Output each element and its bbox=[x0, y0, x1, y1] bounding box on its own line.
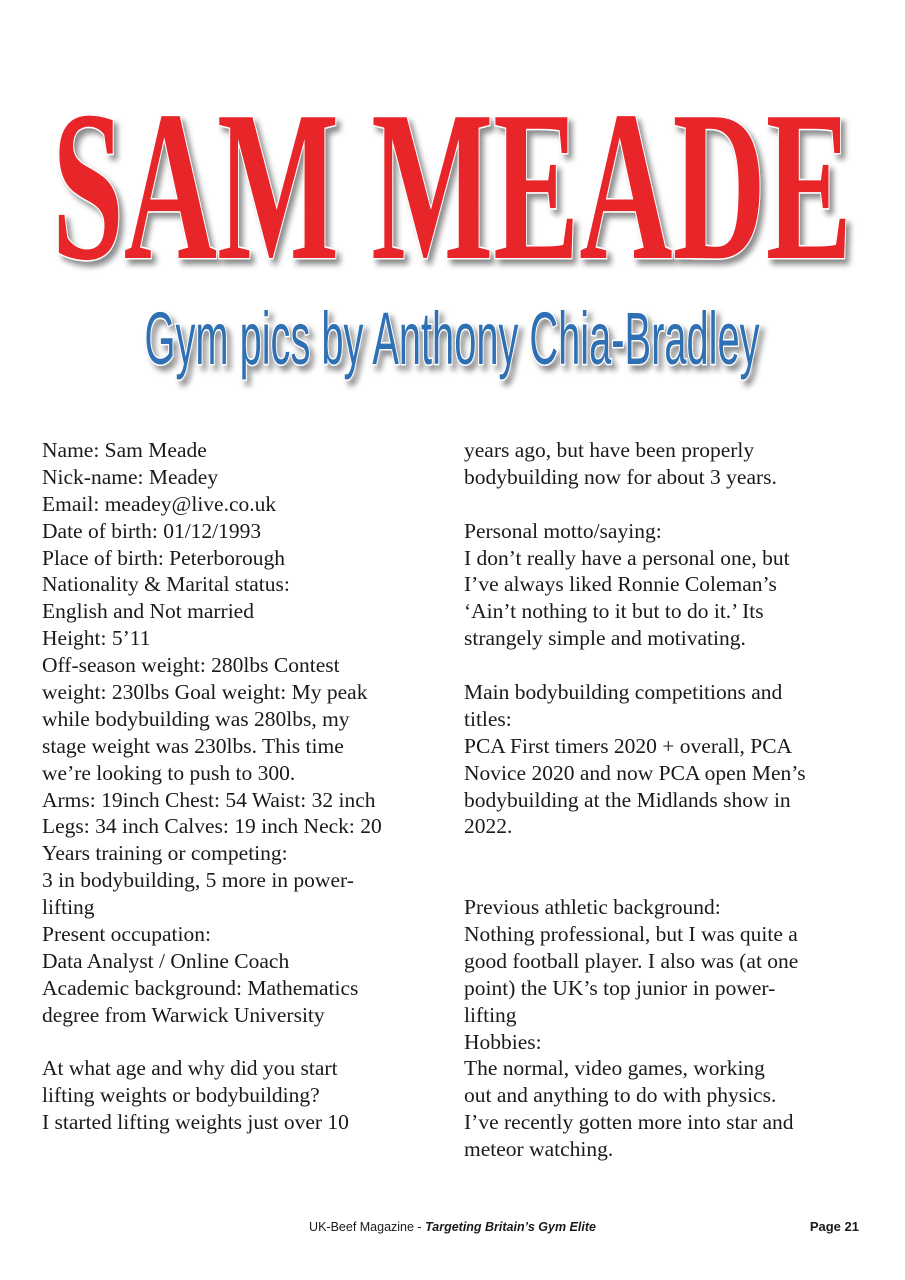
text-line: At what age and why did you start bbox=[42, 1056, 338, 1081]
text-line: meteor watching. bbox=[464, 1137, 614, 1162]
text-line: while bodybuilding was 280lbs, my bbox=[42, 706, 350, 731]
text-line: bodybuilding at the Midlands show in bbox=[464, 787, 791, 812]
text-line: The normal, video games, working bbox=[464, 1056, 765, 1081]
text-line: ‘Ain’t nothing to it but to do it.’ Its bbox=[464, 599, 764, 624]
text-line: Name: Sam Meade bbox=[42, 438, 207, 462]
text-line: stage weight was 230lbs. This time bbox=[42, 733, 344, 758]
text-line: Present occupation: bbox=[42, 922, 211, 947]
text-line: Main bodybuilding competitions and bbox=[464, 680, 783, 705]
paragraph-gap bbox=[42, 1029, 442, 1056]
right-column bbox=[464, 437, 874, 1163]
title-banner bbox=[0, 0, 905, 420]
text-line: English and Not married bbox=[42, 599, 254, 624]
article-title: SAM MEADE bbox=[52, 66, 852, 305]
text-line: I don’t really have a personal one, but bbox=[464, 545, 790, 570]
footer-credit bbox=[0, 1220, 905, 1234]
text-line: good football player. I also was (at one bbox=[464, 948, 799, 973]
text-line: 3 in bodybuilding, 5 more in power- bbox=[42, 868, 354, 893]
text-line: Email: meadey@live.co.uk bbox=[42, 491, 277, 516]
text-line: I started lifting weights just over 10 bbox=[42, 1110, 349, 1135]
text-line: I’ve always liked Ronnie Coleman’s bbox=[464, 572, 777, 597]
text-line: Previous athletic background: bbox=[464, 895, 721, 920]
text-line: Academic background: Mathematics bbox=[42, 975, 359, 1000]
text-line: point) the UK’s top junior in power- bbox=[464, 975, 776, 1000]
text-line: Arms: 19inch Chest: 54 Waist: 32 inch bbox=[42, 787, 376, 812]
text-line: Personal motto/saying: bbox=[464, 518, 662, 543]
text-line: bodybuilding now for about 3 years. bbox=[464, 464, 777, 489]
text-line: we’re looking to push to 300. bbox=[42, 760, 296, 785]
text-line: Off-season weight: 280lbs Contest bbox=[42, 653, 340, 678]
footer-tagline: Targeting Britain’s Gym Elite bbox=[425, 1220, 596, 1234]
text-line: Nationality & Marital status: bbox=[42, 572, 290, 597]
text-line: Hobbies: bbox=[464, 1029, 542, 1054]
text-line: strangely simple and motivating. bbox=[464, 626, 746, 651]
paragraph-gap bbox=[464, 491, 874, 518]
text-line: Date of birth: 01/12/1993 bbox=[42, 518, 262, 543]
paragraph-gap bbox=[464, 840, 874, 867]
text-line: lifting bbox=[464, 1002, 517, 1027]
text-line: Height: 5’11 bbox=[42, 626, 151, 651]
article-subtitle: Gym pics by Anthony Chia-Bradley bbox=[144, 297, 760, 380]
text-line: years ago, but have been properly bbox=[464, 438, 755, 462]
text-line: Data Analyst / Online Coach bbox=[42, 948, 290, 973]
text-line: lifting weights or bodybuilding? bbox=[42, 1083, 320, 1108]
text-line: degree from Warwick University bbox=[42, 1002, 325, 1027]
left-column bbox=[42, 437, 442, 1136]
page-footer bbox=[0, 1218, 905, 1242]
text-line: Novice 2020 and now PCA open Men’s bbox=[464, 760, 806, 785]
text-line: PCA First timers 2020 + overall, PCA bbox=[464, 733, 793, 758]
page-number: Page 21 bbox=[809, 1219, 859, 1234]
text-line: Place of birth: Peterborough bbox=[42, 545, 286, 570]
text-line: lifting bbox=[42, 895, 95, 920]
text-line: Nick-name: Meadey bbox=[42, 464, 219, 489]
text-line: 2022. bbox=[464, 814, 513, 839]
text-line: Years training or competing: bbox=[42, 841, 288, 866]
paragraph-gap bbox=[464, 867, 874, 894]
text-line: Nothing professional, but I was quite a bbox=[464, 922, 798, 947]
text-line: titles: bbox=[464, 706, 512, 731]
text-line: I’ve recently gotten more into star and bbox=[464, 1110, 794, 1135]
text-line: Legs: 34 inch Calves: 19 inch Neck: 20 bbox=[42, 814, 382, 839]
footer-magazine: UK-Beef Magazine - bbox=[309, 1220, 426, 1234]
paragraph-gap bbox=[464, 652, 874, 679]
text-line: weight: 230lbs Goal weight: My peak bbox=[42, 680, 368, 705]
text-line: out and anything to do with physics. bbox=[464, 1083, 777, 1108]
